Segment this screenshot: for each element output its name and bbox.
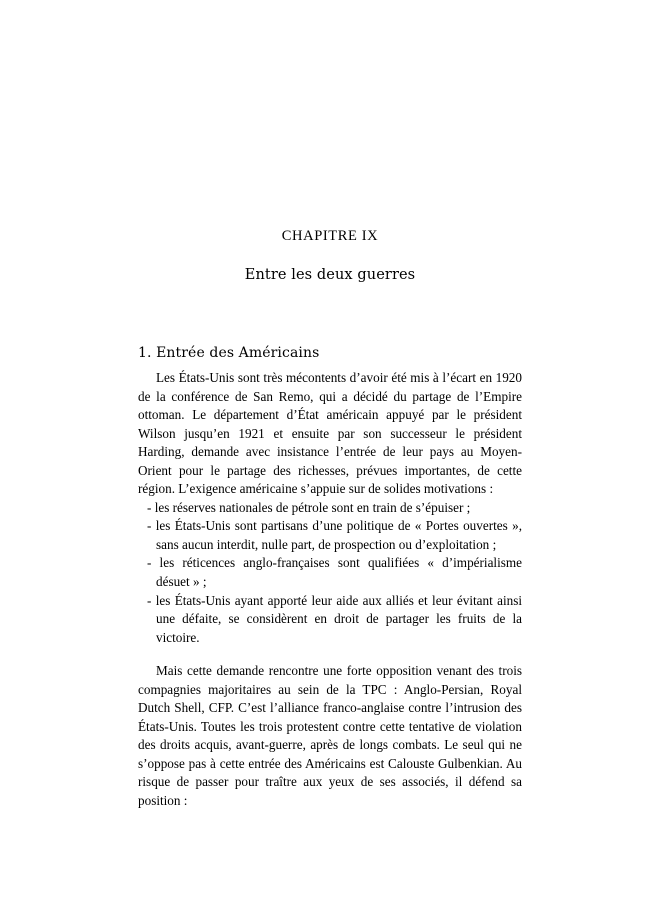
bullet-list bbox=[138, 499, 522, 647]
chapter-number: CHAPITRE IX bbox=[281, 228, 379, 244]
list-item: - les États-Unis sont partisans d’une politique de « Portes ouvertes », sans aucun interdit, nulle part, de prospection ou d’exploitation ; bbox=[147, 518, 522, 552]
paragraph-spacer bbox=[138, 647, 522, 662]
list-item: - les États-Unis ayant apporté leur aide aux alliés et leur évitant ainsi une défaite, se considèrent en droit de partager les fruits de la victoire. bbox=[147, 592, 522, 645]
chapter-title: Entre les deux guerres bbox=[244, 267, 416, 283]
list-item: - les réserves nationales de pétrole sont en train de s’épuiser ; bbox=[147, 499, 471, 515]
paragraph-1: Les États-Unis sont très mécontents d’avoir été mis à l’écart en 1920 de la conférence de San Remo, qui a décidé du partage de l’Empire ottoman. Le département d’État américain appuyé par le président Wilson jusqu’en 1921 et ensuite par son successeur le président Harding, demande avec insistance l’entrée de leur pays au Moyen-Orient pour le partage des richesses, prévues importantes, de cette région. L’exigence américaine s’appuie sur de solides motivations : bbox=[138, 370, 522, 497]
paragraph-2: Mais cette demande rencontre une forte opposition venant des trois compagnies majoritaires au sein de la TPC : Anglo-Persian, Royal Dutch Shell, CFP. C’est l’alliance franco-anglaise contre l’intrusion des États-Unis. Toutes les trois protestent contre cette tentative de violation des droits acquis, avant-guerre, après de longs combats. Le seul qui ne s’oppose pas à cette entrée des Américains est Calouste Gulbenkian. Au risque de passer pour traître aux yeux de ses associés, il défend sa position : bbox=[138, 663, 522, 809]
section-title: 1. Entrée des Américains bbox=[138, 345, 320, 361]
page-content bbox=[138, 0, 522, 811]
list-item: - les réticences anglo-françaises sont qualifiées « d’impérialisme désuet » ; bbox=[147, 555, 522, 590]
